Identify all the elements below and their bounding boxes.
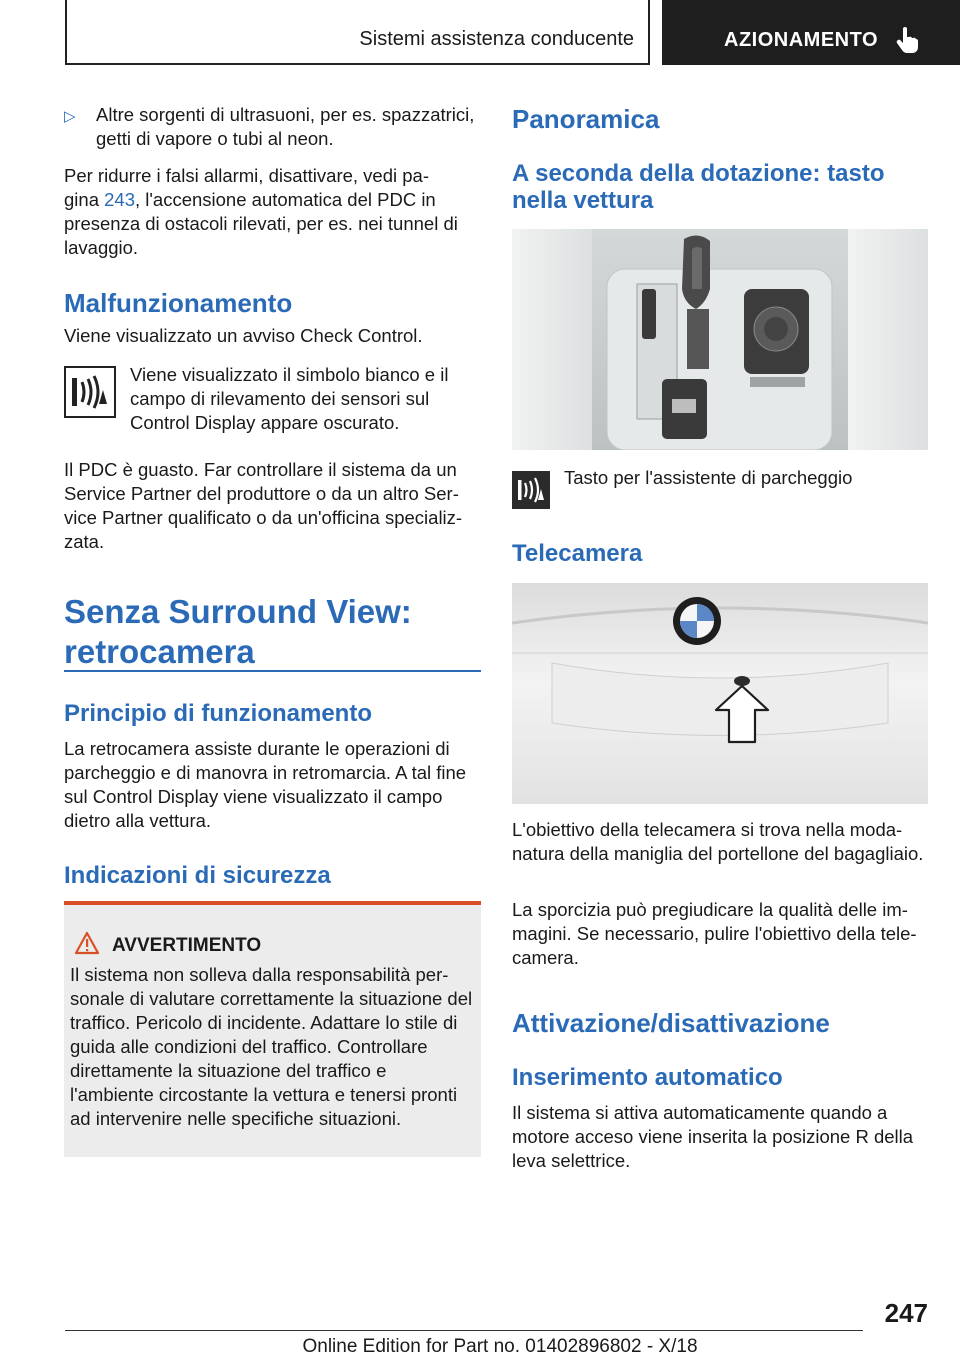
dirt-text: La sporcizia può pregiudicare la qualità delle immagini. Se necessario, pulire l'obiettivo della telecamera.	[512, 899, 917, 968]
pdc-symbol-note	[64, 363, 481, 435]
heading-camera: Telecamera	[512, 540, 643, 567]
parking-assistant-button-icon	[512, 471, 550, 509]
reduce-line-4: lavaggio.	[64, 237, 139, 258]
heading-button-line-1: A seconda della dotazione: tasto	[512, 160, 885, 187]
header-section-box	[65, 0, 650, 65]
tailgate-camera-photo	[512, 583, 928, 804]
triangle-bullet-icon: ▷	[64, 108, 76, 125]
section-title: Sistemi assistenza conducente	[359, 28, 634, 50]
warning-top-bar	[64, 901, 481, 905]
heading-button	[512, 160, 928, 214]
footer-rule	[65, 1330, 863, 1331]
center-console-photo	[512, 229, 928, 450]
chapter-tab[interactable]	[662, 0, 960, 65]
heading-safety: Indicazioni di sicurezza	[64, 862, 331, 889]
heading-activation: Attivazione/disattivazione	[512, 1008, 830, 1038]
reduce-paragraph	[64, 164, 481, 260]
heading-auto-activation: Inserimento automatico	[512, 1064, 783, 1091]
symbol-text: Viene visualizzato il simbolo bianco e il campo di rilevamento dei sensori sul Control Display appare oscurato.	[130, 364, 449, 433]
footer-edition: Online Edition for Part no. 01402896802 - X/18	[302, 1336, 698, 1357]
bullet-text: Altre sorgenti di ultrasuoni, per es. spazzatrici, getti di vapore o tubi al neon.	[96, 104, 475, 149]
heading-button-line-2: nella vettura	[512, 187, 654, 214]
warning-triangle-icon	[74, 931, 100, 955]
button-caption-row	[512, 466, 928, 490]
chapter-heading-line-2: retrocamera	[64, 633, 255, 670]
chapter-heading-line-1: Senza Surround View:	[64, 593, 412, 630]
heading-principle: Principio di funzionamento	[64, 700, 372, 727]
lens-location-text: L'obiettivo della telecamera si trova nella modanatura della maniglia del portellone del bagagliaio.	[512, 819, 924, 864]
page-number: 247	[884, 1298, 928, 1328]
reduce-line-3: presenza di ostacoli rilevati, per es. nei tunnel di	[64, 213, 458, 234]
warning-title: AVVERTIMENTO	[112, 935, 262, 956]
reduce-line-2: gina 243, l'accensione automatica del PDC in	[64, 189, 436, 210]
reduce-line-1: Per ridurre i falsi allarmi, disattivare, vedi pa-	[64, 165, 429, 186]
auto-activation-text: Il sistema si attiva automaticamente quando a motore acceso viene inserita la posizione R della leva selettrice.	[512, 1102, 914, 1171]
button-caption: Tasto per l'assistente di parcheggio	[564, 467, 853, 488]
pdc-fault-text: Il PDC è guasto. Far controllare il sistema da un Service Partner del produttore o da un altro Service Partner qualificato o da un'officina specializzata.	[64, 459, 463, 552]
heading-overview: Panoramica	[512, 104, 660, 134]
heading-divider	[64, 670, 481, 672]
heading-malfunction: Malfunzionamento	[64, 288, 293, 318]
warning-text: Il sistema non solleva dalla responsabilità personale di valutare correttamente la situazione del traffico. Pericolo di incidente. Adattare lo stile di guida alle condizioni del traffico. Controllare direttamente la situazione del traffico e l'ambiente circostante la vettura e tenersi pronti ad intervenire nelle specifiche situazioni.	[70, 964, 473, 1129]
malfunction-text: Viene visualizzato un avviso Check Control.	[64, 325, 423, 346]
chapter-heading	[64, 592, 481, 672]
bullet-item	[64, 103, 481, 151]
warning-box	[64, 901, 481, 1157]
page-link-243[interactable]: 243	[104, 189, 135, 210]
principle-text: La retrocamera assiste durante le operazioni di parcheggio e di manovra in retromarcia. A tal fine sul Control Display viene visualizzato il campo dietro alla vettura.	[64, 738, 467, 831]
hand-pointer-icon	[894, 26, 920, 54]
chapter-label: AZIONAMENTO	[724, 29, 879, 51]
pdc-sensor-icon	[64, 366, 116, 418]
